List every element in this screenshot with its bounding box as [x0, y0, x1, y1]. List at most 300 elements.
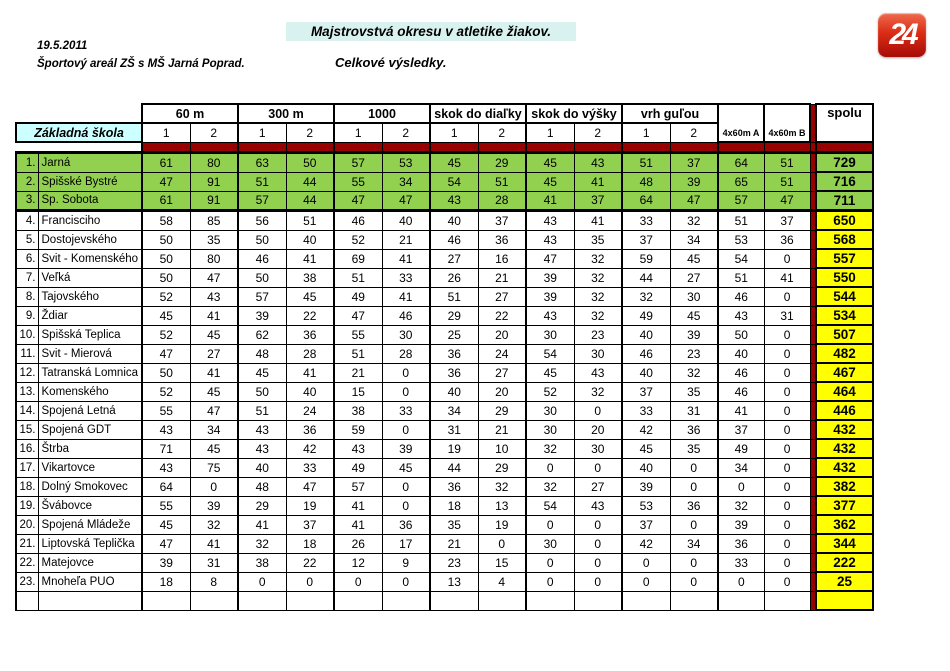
table-row [16, 249, 873, 268]
score-cell: 42 [622, 534, 670, 553]
score-cell: 40 [286, 382, 334, 401]
score-cell: 0 [622, 553, 670, 572]
score-cell: 0 [286, 572, 334, 591]
score-cell: 36 [478, 230, 526, 249]
score-cell: 54 [718, 249, 764, 268]
col-60m: 60 m [142, 104, 238, 123]
total-cell: 432 [816, 458, 873, 477]
score-cell: 36 [430, 477, 478, 496]
score-cell: 22 [286, 306, 334, 325]
score-cell: 40 [382, 211, 430, 231]
rank-cell: 12. [16, 363, 38, 382]
rank-cell: 13. [16, 382, 38, 401]
score-cell: 0 [526, 515, 574, 534]
total-cell: 534 [816, 306, 873, 325]
score-cell: 47 [334, 191, 382, 211]
score-cell [430, 591, 478, 610]
score-cell: 41 [574, 211, 622, 231]
school-cell: Spišská Teplica [38, 325, 142, 344]
score-cell: 38 [334, 401, 382, 420]
score-cell: 36 [718, 534, 764, 553]
score-cell: 34 [670, 534, 718, 553]
score-cell: 40 [622, 325, 670, 344]
score-cell: 51 [718, 211, 764, 231]
table-row [16, 477, 873, 496]
score-cell: 51 [478, 172, 526, 191]
score-cell: 19 [478, 515, 526, 534]
school-cell: Sp. Sobota [38, 191, 142, 211]
score-cell [334, 591, 382, 610]
score-cell: 21 [430, 534, 478, 553]
score-cell: 0 [764, 420, 810, 439]
score-cell: 26 [334, 534, 382, 553]
score-cell: 0 [764, 249, 810, 268]
score-cell: 59 [334, 420, 382, 439]
attempt-header: 2 [286, 123, 334, 142]
score-cell: 27 [574, 477, 622, 496]
rank-cell: 6. [16, 249, 38, 268]
total-cell: 362 [816, 515, 873, 534]
score-cell: 21 [382, 230, 430, 249]
score-cell: 45 [670, 306, 718, 325]
score-cell: 41 [190, 363, 238, 382]
rank-cell: 14. [16, 401, 38, 420]
score-cell: 50 [142, 230, 190, 249]
score-cell: 45 [190, 439, 238, 458]
score-cell: 50 [238, 230, 286, 249]
rank-cell: 16. [16, 439, 38, 458]
score-cell: 51 [622, 153, 670, 173]
score-cell: 39 [526, 268, 574, 287]
score-cell: 0 [764, 496, 810, 515]
score-cell: 41 [382, 249, 430, 268]
score-cell: 41 [190, 534, 238, 553]
score-cell: 0 [764, 458, 810, 477]
score-cell: 47 [334, 306, 382, 325]
rank-cell: 11. [16, 344, 38, 363]
school-cell: Francisciho [38, 211, 142, 231]
total-cell: 464 [816, 382, 873, 401]
table-row [16, 287, 873, 306]
score-cell: 33 [622, 401, 670, 420]
score-cell: 0 [382, 477, 430, 496]
score-cell: 29 [478, 153, 526, 173]
score-cell: 0 [718, 477, 764, 496]
score-cell: 51 [334, 344, 382, 363]
score-cell: 53 [382, 153, 430, 173]
school-cell: Dolný Smokovec [38, 477, 142, 496]
score-cell: 47 [382, 191, 430, 211]
score-cell: 35 [670, 439, 718, 458]
total-cell: 446 [816, 401, 873, 420]
score-cell: 39 [622, 477, 670, 496]
score-cell: 19 [430, 439, 478, 458]
table-row [16, 534, 873, 553]
score-cell: 39 [382, 439, 430, 458]
col-shot-put: vrh guľou [622, 104, 718, 123]
school-cell: Spojená GDT [38, 420, 142, 439]
score-cell: 32 [526, 477, 574, 496]
score-cell: 31 [190, 553, 238, 572]
score-cell: 37 [718, 420, 764, 439]
score-cell: 52 [526, 382, 574, 401]
score-cell: 49 [622, 306, 670, 325]
score-cell: 20 [478, 382, 526, 401]
score-cell: 47 [142, 172, 190, 191]
score-cell: 45 [526, 172, 574, 191]
score-cell: 36 [430, 344, 478, 363]
score-cell: 32 [238, 534, 286, 553]
score-cell: 48 [238, 344, 286, 363]
score-cell: 40 [622, 458, 670, 477]
score-cell: 0 [764, 515, 810, 534]
results-table [15, 103, 874, 611]
score-cell: 43 [190, 287, 238, 306]
score-cell: 0 [764, 325, 810, 344]
table-row [16, 153, 873, 173]
score-cell: 34 [670, 230, 718, 249]
score-cell: 0 [574, 401, 622, 420]
score-cell: 0 [382, 382, 430, 401]
score-cell: 41 [238, 515, 286, 534]
score-cell: 41 [334, 496, 382, 515]
school-cell: Spojená Mládeže [38, 515, 142, 534]
score-cell: 19 [286, 496, 334, 515]
score-cell: 0 [526, 458, 574, 477]
school-cell: Štrba [38, 439, 142, 458]
score-cell: 44 [622, 268, 670, 287]
score-cell: 37 [286, 515, 334, 534]
score-cell: 45 [382, 458, 430, 477]
score-cell: 48 [238, 477, 286, 496]
rank-cell: 17. [16, 458, 38, 477]
school-cell: Liptovská Teplička [38, 534, 142, 553]
score-cell: 75 [190, 458, 238, 477]
score-cell: 44 [286, 172, 334, 191]
score-cell: 34 [190, 420, 238, 439]
score-cell: 0 [764, 534, 810, 553]
score-cell: 30 [382, 325, 430, 344]
score-cell: 30 [670, 287, 718, 306]
score-cell: 30 [526, 420, 574, 439]
table-row [16, 325, 873, 344]
rank-cell: 10. [16, 325, 38, 344]
score-cell: 4 [478, 572, 526, 591]
score-cell: 50 [286, 153, 334, 173]
score-cell: 57 [334, 477, 382, 496]
attempt-header: 2 [574, 123, 622, 142]
score-cell: 32 [190, 515, 238, 534]
score-cell: 43 [574, 363, 622, 382]
score-cell: 23 [574, 325, 622, 344]
score-cell: 39 [238, 306, 286, 325]
school-cell: Mnoheľa PUO [38, 572, 142, 591]
rank-cell: 19. [16, 496, 38, 515]
total-cell: 711 [816, 191, 873, 211]
score-cell: 0 [382, 420, 430, 439]
score-cell: 59 [622, 249, 670, 268]
attempt-header: 1 [526, 123, 574, 142]
score-cell: 41 [286, 249, 334, 268]
total-cell: 716 [816, 172, 873, 191]
score-cell: 45 [430, 153, 478, 173]
school-cell: Ždiar [38, 306, 142, 325]
score-cell: 55 [334, 325, 382, 344]
score-cell: 47 [142, 344, 190, 363]
score-cell: 36 [286, 420, 334, 439]
score-cell: 0 [526, 572, 574, 591]
score-cell: 52 [142, 325, 190, 344]
score-cell: 0 [764, 477, 810, 496]
score-cell: 0 [764, 287, 810, 306]
header-spacer [16, 104, 142, 123]
total-cell: 650 [816, 211, 873, 231]
score-cell: 46 [382, 306, 430, 325]
attempt-header: 2 [478, 123, 526, 142]
col-1000: 1000 [334, 104, 430, 123]
score-cell: 0 [526, 553, 574, 572]
table-row [16, 420, 873, 439]
score-cell: 34 [382, 172, 430, 191]
score-cell: 32 [574, 382, 622, 401]
rank-cell: 20. [16, 515, 38, 534]
total-cell: 557 [816, 249, 873, 268]
school-cell: Svit - Mierová [38, 344, 142, 363]
score-cell: 21 [478, 420, 526, 439]
score-cell: 51 [334, 268, 382, 287]
rank-cell: 7. [16, 268, 38, 287]
score-cell: 22 [478, 306, 526, 325]
score-cell: 32 [574, 287, 622, 306]
score-cell: 32 [574, 306, 622, 325]
score-cell: 58 [142, 211, 190, 231]
score-cell: 36 [764, 230, 810, 249]
score-cell: 55 [142, 496, 190, 515]
score-cell: 33 [622, 211, 670, 231]
score-cell: 9 [382, 553, 430, 572]
score-cell: 49 [718, 439, 764, 458]
score-cell: 23 [430, 553, 478, 572]
score-cell: 0 [382, 572, 430, 591]
attempt-header: 1 [334, 123, 382, 142]
score-cell: 15 [478, 553, 526, 572]
rank-cell: 2. [16, 172, 38, 191]
total-cell: 544 [816, 287, 873, 306]
score-cell: 31 [670, 401, 718, 420]
score-cell: 0 [718, 572, 764, 591]
rank-cell: 5. [16, 230, 38, 249]
score-cell: 33 [382, 268, 430, 287]
attempt-header: 2 [190, 123, 238, 142]
score-cell: 39 [718, 515, 764, 534]
score-cell: 30 [526, 401, 574, 420]
total-cell: 344 [816, 534, 873, 553]
score-cell: 45 [622, 439, 670, 458]
score-cell: 24 [286, 401, 334, 420]
score-cell: 91 [190, 172, 238, 191]
score-cell: 36 [670, 420, 718, 439]
score-cell: 29 [238, 496, 286, 515]
score-cell: 39 [526, 287, 574, 306]
score-cell: 37 [622, 515, 670, 534]
attempt-header: 2 [382, 123, 430, 142]
score-cell: 53 [622, 496, 670, 515]
score-cell: 50 [238, 382, 286, 401]
school-cell: Veľká [38, 268, 142, 287]
score-cell: 21 [478, 268, 526, 287]
rank-cell: 23. [16, 572, 38, 591]
school-cell [38, 591, 142, 610]
score-cell: 46 [718, 382, 764, 401]
score-cell: 57 [238, 191, 286, 211]
score-cell: 37 [622, 382, 670, 401]
score-cell: 13 [478, 496, 526, 515]
table-row [16, 553, 873, 572]
score-cell: 0 [382, 363, 430, 382]
score-cell: 71 [142, 439, 190, 458]
school-cell: Svit - Komenského [38, 249, 142, 268]
score-cell [718, 591, 764, 610]
score-cell: 41 [286, 363, 334, 382]
score-cell: 43 [430, 191, 478, 211]
red-bar-row [16, 142, 873, 153]
score-cell: 45 [526, 153, 574, 173]
score-cell: 47 [764, 191, 810, 211]
col-long-jump: skok do diaľky [430, 104, 526, 123]
score-cell: 43 [574, 153, 622, 173]
score-cell: 22 [286, 553, 334, 572]
score-cell: 28 [382, 344, 430, 363]
rank-cell: 9. [16, 306, 38, 325]
score-cell: 57 [718, 191, 764, 211]
score-cell: 36 [286, 325, 334, 344]
score-cell [142, 591, 190, 610]
score-cell: 51 [430, 287, 478, 306]
total-cell: 222 [816, 553, 873, 572]
score-cell: 45 [142, 306, 190, 325]
total-cell: 729 [816, 153, 873, 173]
score-cell: 34 [430, 401, 478, 420]
score-cell: 30 [526, 534, 574, 553]
score-cell: 40 [718, 344, 764, 363]
score-cell: 47 [526, 249, 574, 268]
score-cell: 33 [718, 553, 764, 572]
score-cell: 30 [574, 439, 622, 458]
rank-cell: 1. [16, 153, 38, 173]
school-cell: Spišské Bystré [38, 172, 142, 191]
score-cell: 30 [526, 325, 574, 344]
score-cell: 26 [430, 268, 478, 287]
score-cell: 43 [718, 306, 764, 325]
total-cell: 432 [816, 420, 873, 439]
score-cell: 51 [764, 172, 810, 191]
score-cell: 46 [238, 249, 286, 268]
score-cell: 54 [526, 344, 574, 363]
score-cell: 29 [430, 306, 478, 325]
score-cell: 69 [334, 249, 382, 268]
score-cell: 0 [622, 572, 670, 591]
empty-row [16, 591, 873, 610]
rank-cell: 15. [16, 420, 38, 439]
score-cell: 40 [430, 211, 478, 231]
table-row [16, 496, 873, 515]
score-cell: 43 [142, 458, 190, 477]
score-cell: 0 [764, 382, 810, 401]
score-cell: 0 [764, 572, 810, 591]
score-cell: 37 [670, 153, 718, 173]
attempt-header: 1 [622, 123, 670, 142]
score-cell: 21 [334, 363, 382, 382]
score-cell: 43 [526, 230, 574, 249]
score-cell: 0 [670, 572, 718, 591]
school-cell: Matejovce [38, 553, 142, 572]
score-cell: 32 [478, 477, 526, 496]
score-cell: 54 [430, 172, 478, 191]
score-cell: 15 [334, 382, 382, 401]
score-cell: 61 [142, 153, 190, 173]
score-cell: 27 [478, 287, 526, 306]
col-total: spolu [816, 104, 873, 142]
score-cell [526, 591, 574, 610]
score-cell: 35 [574, 230, 622, 249]
score-cell: 63 [238, 153, 286, 173]
score-cell: 51 [238, 172, 286, 191]
total-cell: 25 [816, 572, 873, 591]
score-cell: 0 [238, 572, 286, 591]
score-cell [670, 591, 718, 610]
total-cell: 377 [816, 496, 873, 515]
score-cell: 65 [718, 172, 764, 191]
score-cell: 39 [670, 172, 718, 191]
score-cell: 31 [430, 420, 478, 439]
school-cell: Komenského [38, 382, 142, 401]
score-cell: 28 [478, 191, 526, 211]
total-cell: 382 [816, 477, 873, 496]
score-cell: 50 [142, 249, 190, 268]
table-row [16, 515, 873, 534]
score-cell: 38 [238, 553, 286, 572]
score-cell: 32 [718, 496, 764, 515]
attempt-header: 1 [142, 123, 190, 142]
logo-24: 24 [878, 13, 926, 57]
score-cell: 35 [670, 382, 718, 401]
score-cell: 33 [286, 458, 334, 477]
score-cell: 80 [190, 153, 238, 173]
score-cell: 55 [334, 172, 382, 191]
score-cell: 18 [286, 534, 334, 553]
score-cell: 10 [478, 439, 526, 458]
score-cell [478, 591, 526, 610]
rank-cell: 8. [16, 287, 38, 306]
score-cell: 39 [670, 325, 718, 344]
score-cell: 37 [574, 191, 622, 211]
event-header-row [16, 104, 873, 123]
col-high-jump: skok do výšky [526, 104, 622, 123]
score-cell: 41 [718, 401, 764, 420]
total-cell: 550 [816, 268, 873, 287]
table-row [16, 439, 873, 458]
score-cell: 40 [430, 382, 478, 401]
score-cell: 38 [286, 268, 334, 287]
score-cell: 49 [334, 287, 382, 306]
col-relay-a: 4x60m A [718, 104, 764, 142]
score-cell: 85 [190, 211, 238, 231]
score-cell: 51 [718, 268, 764, 287]
score-cell: 41 [526, 191, 574, 211]
score-cell: 50 [238, 268, 286, 287]
score-cell: 45 [142, 515, 190, 534]
score-cell: 45 [238, 363, 286, 382]
